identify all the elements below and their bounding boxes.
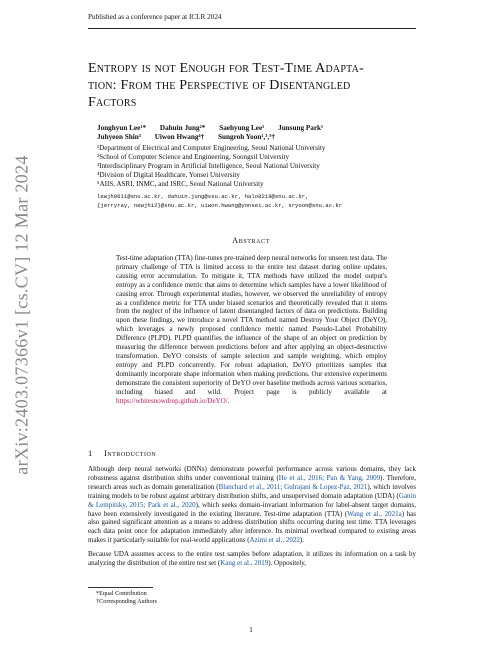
footnote: *Equal Contribution <box>96 590 147 597</box>
intro-text: ) has also gained significant attention as a means to address distribution shifts occurring during test time. TTA leverages each data point once for adaptation immediately after inference. Its minimal overhead compared to existing areas makes it particularly suitable for real-world applications ( <box>88 509 416 545</box>
intro-paragraph <box>88 465 416 545</box>
author-name: Saehyung Lee¹ <box>219 124 265 132</box>
intro-text: Although deep neural networks (DNNs) demonstrate powerful performance across various domains, they lack robustness against distribution shifts under conventional training ( <box>88 465 416 482</box>
affiliation: ²School of Computer Science and Engineering, Soongsil University <box>97 153 290 161</box>
intro-text: ). Oppositely, <box>268 559 307 568</box>
title-line: Entropy is not Enough for Test-Time Adapta- <box>88 61 364 76</box>
author-name: Sungroh Yoon¹,³,⁵† <box>217 133 275 141</box>
author-list <box>97 124 417 142</box>
intro-text: ), which involves training models to be robust against arbitrary distribution shifts, and unsupervised domain adaptation (UDA) ( <box>88 482 416 500</box>
citation-link[interactable]: Azimi et al., 2022 <box>249 536 300 545</box>
citation-link[interactable]: Ganin & Lempitsky, 2015; Park et al., 2020 <box>88 491 416 509</box>
citation-link[interactable]: Blanchard et al., 2011; Gulrajani & Lopez-Paz, 2021 <box>218 482 368 491</box>
author-row <box>97 124 417 133</box>
project-page-link[interactable]: https://whitesnowdrop.github.io/DeYO/ <box>116 396 228 405</box>
footnote: †Corresponding Authors <box>96 598 158 605</box>
title-line: tion: From the Perspective of Disentangled <box>88 78 351 93</box>
author-name: Uiwon Hwang⁴† <box>154 133 205 141</box>
footnotes <box>96 590 157 606</box>
affiliation: ³Interdisciplinary Program in Artificial Intelligence, Seoul National University <box>97 162 320 170</box>
abstract-body <box>116 254 387 405</box>
citation-link[interactable]: He et al., 2016; Pan & Yang, 2009 <box>278 473 381 482</box>
affiliation: ⁴Division of Digital Healthcare, Yonsei University <box>97 171 240 179</box>
intro-text: ), which seeks domain-invariant information for label-absent target domains, have been extensively investigated in the existing literature. Test-time adaptation (TTA) ( <box>88 500 416 518</box>
affiliation-list <box>97 144 417 189</box>
affiliation: ¹Department of Electrical and Computer Engineering, Seoul National University <box>97 144 326 152</box>
running-header: Published as a conference paper at ICLR 2024 <box>88 13 222 21</box>
abstract-heading: Abstract <box>232 235 270 245</box>
section-heading <box>88 448 156 458</box>
intro-paragraph <box>88 550 416 568</box>
intro-text: ). Therefore, research areas such as domain generalization ( <box>88 473 417 491</box>
page-number: 1 <box>249 625 253 634</box>
intro-text: Because UDA assumes access to the entire test samples before adaptation, it utilizes its information on a task by analyzing the distribution of the entire test set ( <box>88 550 416 568</box>
author-row <box>97 133 417 142</box>
footnote-rule <box>88 587 153 588</box>
email-list <box>97 192 427 210</box>
paper-title <box>88 60 418 111</box>
email-line: lewjh9611@snu.ac.kr, dahuin.jung@ssu.ac.kr, halo8218@snu.ac.kr, <box>97 193 309 200</box>
header-rule <box>88 28 416 29</box>
abstract-end: . <box>227 396 230 405</box>
affiliation: ⁵AIIS, ASRI, INMC, and ISRC, Seoul National University <box>97 180 264 188</box>
author-name: Juhyeon Shin³ <box>97 133 141 141</box>
citation-link[interactable]: Kang et al., 2019 <box>220 559 269 568</box>
arxiv-stamp <box>8 155 36 475</box>
abstract-text: Test-time adaptation (TTA) fine-tunes pre-trained deep neural networks for unseen test data. The primary challenge of TTA is limited access to the entire test dataset during online updates, causing error accumulation. To mitigate it, TTA methods have utilized the model output's entropy as a confidence metric that aims to determine which samples have a lower likelihood of causing error. Through experimental studies, however, we observed the unreliability of entropy as a confidence metric for TTA under biased scenarios and theoretically revealed that it stems from the neglect of the influence of latent disentangled factors of data on predictions. Building upon these findings, we introduce a novel TTA method named Destroy Your Object (DeYO), which leverages a newly proposed confidence metric named Pseudo-Label Probability Difference (PLPD). PLPD quantifies the influence of the shape of an object on prediction by measuring the difference between predictions before and after applying an object-destructive transformation. DeYO consists of sample selection and sample weighting, which employ entropy and PLPD concurrently. For robust adaptation, DeYO prioritizes samples that dominantly incorporate shape information when making predictions. Our extensive experiments demonstrate the consistent superiority of DeYO over baseline methods across various scenarios, including biased and wild. Project page is publicly available at <box>116 254 387 396</box>
section-number: 1 <box>88 448 93 458</box>
arxiv-identifier: arXiv:2403.07366v1 [cs.CV] 12 Mar 2024 <box>11 155 32 475</box>
section-title: Introduction <box>104 448 157 458</box>
title-line: Factors <box>88 95 137 110</box>
introduction-body <box>88 465 416 573</box>
author-name: Dahuin Jung²* <box>159 124 206 132</box>
author-name: Jonghyun Lee¹* <box>97 124 147 132</box>
email-line: {jerryray, newjh12}@snu.ac.kr, uiwon.hwang@yonsei.ac.kr, sryoon@snu.ac.kr <box>97 202 343 209</box>
citation-link[interactable]: Wang et al., 2021a <box>347 509 402 518</box>
author-name: Junsung Park¹ <box>278 124 324 132</box>
intro-text: ). <box>299 536 304 545</box>
